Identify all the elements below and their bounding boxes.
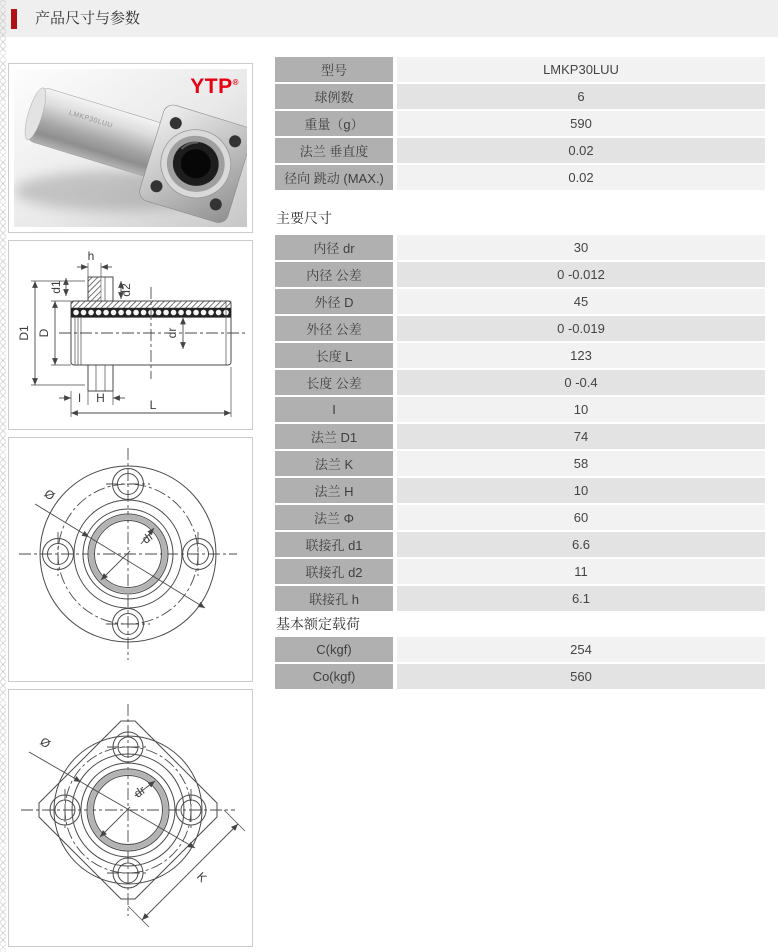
spec-value: 30	[397, 235, 765, 260]
spec-label: 法兰 K	[275, 451, 393, 476]
spec-row	[275, 262, 765, 287]
spec-value: 0 -0.019	[397, 316, 765, 341]
spec-value: 6.1	[397, 586, 765, 611]
spec-row	[275, 235, 765, 260]
spec-value: 0 -0.012	[397, 262, 765, 287]
spec-label: 联接孔 d1	[275, 532, 393, 557]
spec-label: 内径 公差	[275, 262, 393, 287]
spec-row	[275, 165, 765, 190]
spec-value: 6	[397, 84, 765, 109]
spec-tables	[275, 57, 765, 691]
spec-row	[275, 343, 765, 368]
spec-row	[275, 559, 765, 584]
engraved-model-text: LMKP30LUU	[68, 109, 114, 130]
spec-row	[275, 478, 765, 503]
spec-value: 254	[397, 637, 765, 662]
section-drawing-panel	[8, 240, 253, 430]
dim-label-d1: d1	[49, 280, 63, 294]
spec-value: 560	[397, 664, 765, 689]
dim-label-H: H	[96, 391, 105, 405]
spec-value: 58	[397, 451, 765, 476]
spec-value: 0.02	[397, 165, 765, 190]
spec-label: 外径 D	[275, 289, 393, 314]
red-accent-bar	[11, 9, 17, 29]
spec-value: 590	[397, 111, 765, 136]
page-title: 产品尺寸与参数	[35, 10, 141, 27]
dim-label-D: D	[37, 328, 51, 338]
spec-value: 123	[397, 343, 765, 368]
spec-table-load-rating	[275, 637, 765, 689]
spec-label: 法兰 H	[275, 478, 393, 503]
spec-value: 0 -0.4	[397, 370, 765, 395]
spec-table-general	[275, 57, 765, 190]
dim-label-I: I	[77, 391, 82, 405]
spec-value: LMKP30LUU	[397, 57, 765, 82]
spec-value: 0.02	[397, 138, 765, 163]
page-edge-pattern	[0, 0, 6, 952]
spec-label: 内径 dr	[275, 235, 393, 260]
spec-label: 联接孔 h	[275, 586, 393, 611]
spec-table-main-dimensions	[275, 235, 765, 611]
spec-row	[275, 424, 765, 449]
dim-label-diameter: Ø	[41, 486, 58, 504]
spec-label: 法兰 垂直度	[275, 138, 393, 163]
spec-row	[275, 586, 765, 611]
round-flange-drawing-panel	[8, 437, 253, 682]
section-title-load-rating: 基本额定载荷	[276, 616, 360, 632]
spec-label: 径向 跳动 (MAX.)	[275, 165, 393, 190]
dim-label-diameter: Ø	[37, 734, 54, 752]
spec-label: 联接孔 d2	[275, 559, 393, 584]
spec-row	[275, 111, 765, 136]
spec-label: C(kgf)	[275, 637, 393, 662]
spec-label: 球例数	[275, 84, 393, 109]
spec-row	[275, 451, 765, 476]
section-title-main-dimensions: 主要尺寸	[276, 210, 332, 226]
spec-row	[275, 637, 765, 662]
spec-value: 45	[397, 289, 765, 314]
spec-label: 长度 公差	[275, 370, 393, 395]
spec-label: Co(kgf)	[275, 664, 393, 689]
dim-label-D1: D1	[17, 325, 31, 341]
spec-value: 6.6	[397, 532, 765, 557]
spec-label: 外径 公差	[275, 316, 393, 341]
square-flange-view-drawing	[9, 690, 252, 946]
spec-row	[275, 57, 765, 82]
spec-label: 法兰 D1	[275, 424, 393, 449]
section-header	[0, 0, 778, 37]
spec-row	[275, 289, 765, 314]
spec-label: 型号	[275, 57, 393, 82]
dim-label-dr: dr	[131, 782, 149, 801]
spec-label: 长度 L	[275, 343, 393, 368]
spec-row	[275, 316, 765, 341]
dim-label-K: K	[194, 869, 210, 885]
spec-row	[275, 505, 765, 530]
spec-row	[275, 532, 765, 557]
spec-row	[275, 397, 765, 422]
spec-row	[275, 84, 765, 109]
spec-label: 重量（g）	[275, 111, 393, 136]
spec-row	[275, 664, 765, 689]
square-flange-drawing-panel	[8, 689, 253, 947]
dim-label-h: h	[87, 249, 95, 263]
spec-value: 74	[397, 424, 765, 449]
section-view-drawing	[9, 241, 252, 429]
dim-label-dr: dr	[165, 327, 179, 339]
spec-value: 11	[397, 559, 765, 584]
spec-row	[275, 370, 765, 395]
spec-value: 10	[397, 397, 765, 422]
dim-label-dr: dr	[139, 528, 157, 547]
dim-label-L: L	[149, 398, 157, 412]
spec-label: 法兰 Φ	[275, 505, 393, 530]
dim-label-d2: d2	[119, 283, 133, 297]
spec-value: 10	[397, 478, 765, 503]
round-flange-view-drawing	[9, 438, 252, 681]
spec-value: 60	[397, 505, 765, 530]
spec-row	[275, 138, 765, 163]
spec-label: I	[275, 397, 393, 422]
product-photo-panel	[8, 63, 253, 233]
registered-trademark-icon: ®	[232, 78, 239, 87]
brand-logo: YTP®	[190, 75, 239, 98]
